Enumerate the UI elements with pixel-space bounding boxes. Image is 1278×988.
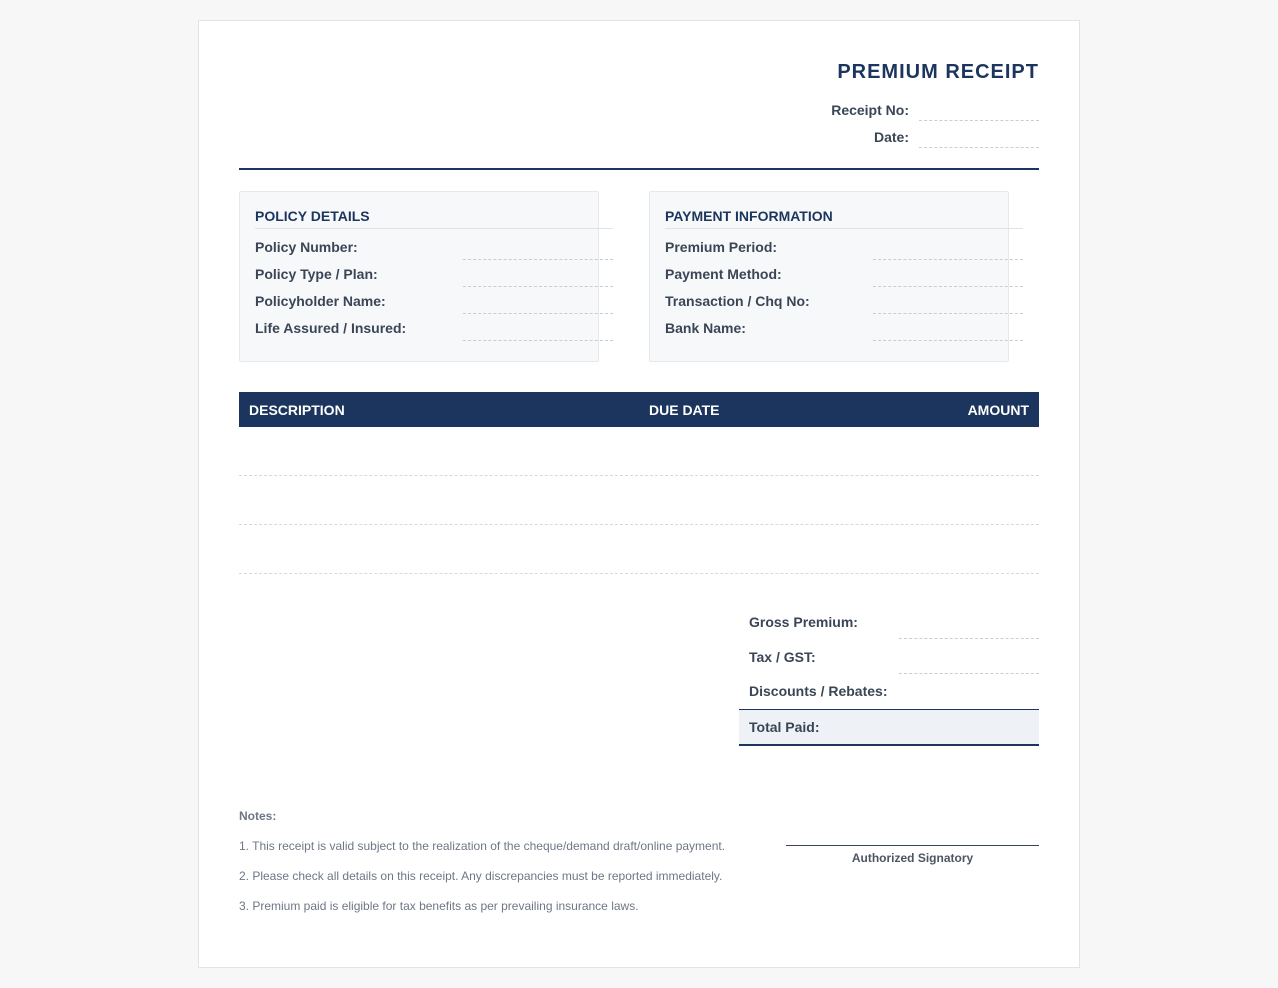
policy-details-title: POLICY DETAILS <box>255 208 370 224</box>
policy-type-row <box>255 266 613 293</box>
life-assured-row <box>255 320 613 347</box>
note-item: 1. This receipt is valid subject to the realization of the cheque/demand draft/online payment. <box>239 839 726 853</box>
discounts-row <box>739 675 1039 709</box>
bank-name-label: Bank Name: <box>665 320 746 336</box>
table-row[interactable] <box>239 476 1039 525</box>
premium-period-field[interactable] <box>873 259 1023 260</box>
premium-period-label: Premium Period: <box>665 239 778 255</box>
policy-number-row <box>255 239 613 266</box>
gross-premium-field[interactable] <box>899 638 1039 639</box>
bank-name-row <box>665 320 1023 347</box>
note-item: 2. Please check all details on this receipt. Any discrepancies must be reported immediately. <box>239 869 723 883</box>
tax-field[interactable] <box>899 673 1039 674</box>
tax-label: Tax / GST: <box>749 649 816 665</box>
discounts-label: Discounts / Rebates: <box>749 683 888 699</box>
life-assured-field[interactable] <box>463 340 613 341</box>
payment-method-field[interactable] <box>873 286 1023 287</box>
policyholder-name-field[interactable] <box>463 313 613 314</box>
policy-number-label: Policy Number: <box>255 239 358 255</box>
date-row <box>739 126 1039 148</box>
payment-information-title: PAYMENT INFORMATION <box>665 208 833 224</box>
total-paid-label: Total Paid: <box>749 719 820 735</box>
policy-type-field[interactable] <box>463 286 613 287</box>
signature-line <box>786 845 1039 865</box>
payment-information-divider <box>665 228 1023 229</box>
table-row[interactable] <box>239 427 1039 476</box>
payment-method-row <box>665 266 1023 293</box>
column-header-description: DESCRIPTION <box>249 402 345 418</box>
tax-row <box>739 641 1039 675</box>
total-paid-row[interactable] <box>739 709 1039 746</box>
policy-type-label: Policy Type / Plan: <box>255 266 378 282</box>
payment-method-label: Payment Method: <box>665 266 782 282</box>
policyholder-name-row <box>255 293 613 320</box>
policy-details-panel <box>239 191 599 362</box>
table-row[interactable] <box>239 525 1039 574</box>
policyholder-name-label: Policyholder Name: <box>255 293 386 309</box>
policy-details-divider <box>255 228 613 229</box>
gross-premium-label: Gross Premium: <box>749 614 858 630</box>
premium-period-row <box>665 239 1023 266</box>
receipt-no-label: Receipt No: <box>831 102 909 118</box>
date-field[interactable] <box>919 147 1039 148</box>
page-title: PREMIUM RECEIPT <box>837 61 1039 83</box>
notes-title: Notes: <box>239 809 277 823</box>
receipt-sheet <box>198 20 1080 968</box>
receipt-no-row <box>739 99 1039 121</box>
transaction-no-row <box>665 293 1023 320</box>
transaction-no-label: Transaction / Chq No: <box>665 293 810 309</box>
bank-name-field[interactable] <box>873 340 1023 341</box>
note-item: 3. Premium paid is eligible for tax benefits as per prevailing insurance laws. <box>239 899 639 913</box>
transaction-no-field[interactable] <box>873 313 1023 314</box>
life-assured-label: Life Assured / Insured: <box>255 320 407 336</box>
payment-information-panel <box>649 191 1009 362</box>
notes-section <box>239 809 759 929</box>
column-header-amount: AMOUNT <box>967 402 1029 418</box>
header-divider <box>239 168 1039 170</box>
policy-number-field[interactable] <box>463 259 613 260</box>
signature-label: Authorized Signatory <box>851 851 974 865</box>
date-label: Date: <box>873 129 909 145</box>
column-header-due-date: DUE DATE <box>649 402 720 418</box>
receipt-no-field[interactable] <box>919 120 1039 121</box>
gross-premium-row <box>739 606 1039 640</box>
table-header <box>239 392 1039 427</box>
